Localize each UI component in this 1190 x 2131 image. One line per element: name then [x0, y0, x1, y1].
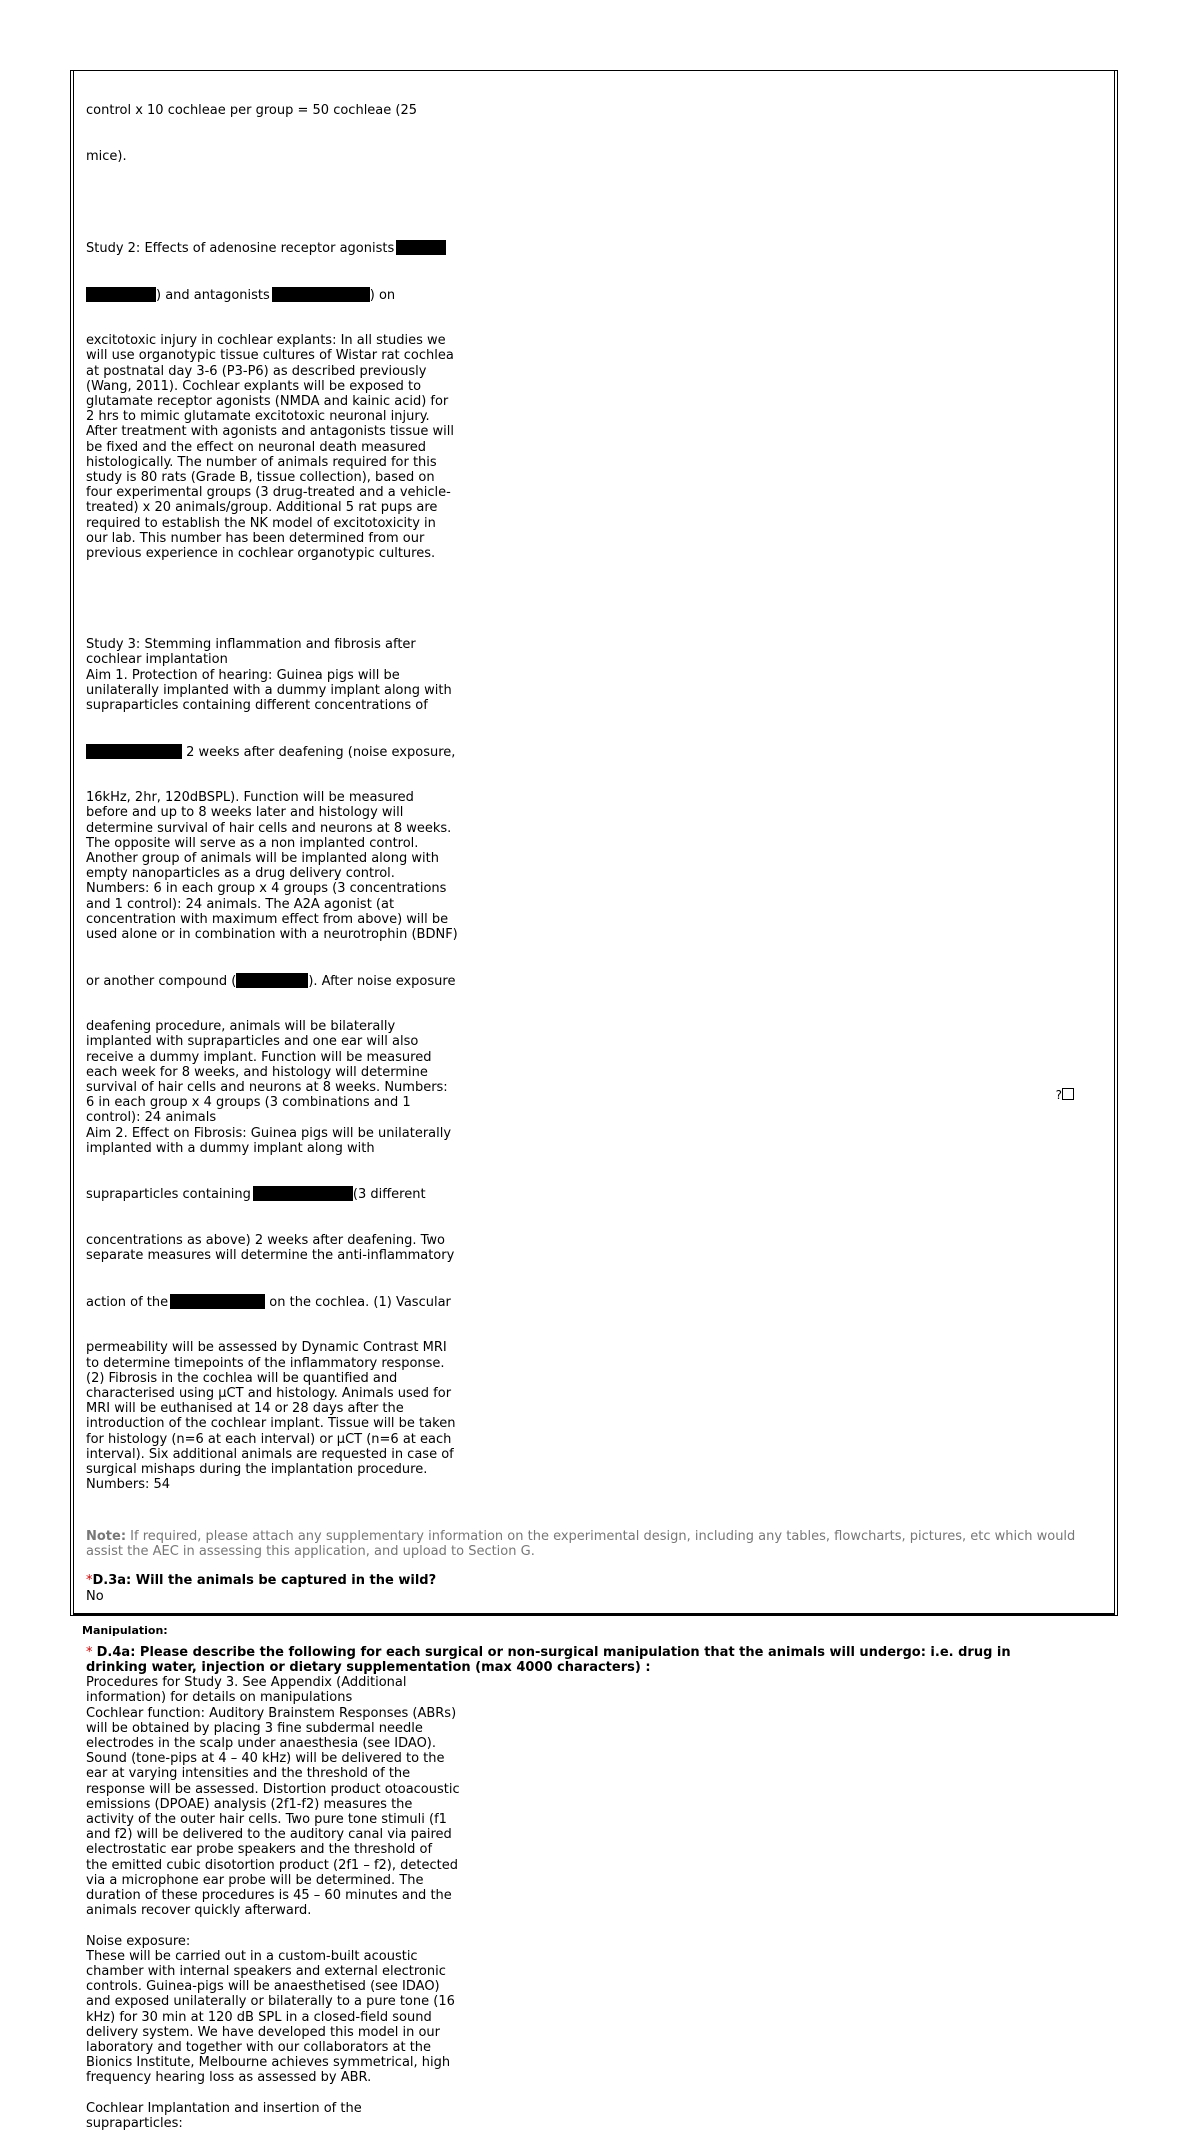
redaction-box [272, 287, 370, 302]
text-line: Another group of animals will be implanted along with [86, 850, 439, 866]
text-line: or another compound ( ). After noise exposure [86, 973, 456, 989]
text-line: information) for details on manipulations [86, 1690, 353, 1706]
text-line: 2 weeks after deafening (noise exposure, [86, 744, 1086, 760]
text-line: After treatment with agonists and antagonists tissue will [86, 424, 454, 440]
text-line: unilaterally implanted with a dummy implant along with [86, 682, 452, 698]
text-line: receive a dummy implant. Function will be measured [86, 1049, 432, 1065]
note-text: Note: If required, please attach any supplementary information on the experimental design, including any tables, flowcharts, pictures, etc which would assist the AEC in assessing this application, and upload to Section G. [86, 1528, 1076, 1560]
answer-d4a [86, 1675, 1086, 2131]
text-line: our lab. This number has been determined from our [86, 530, 425, 546]
text-line: Numbers: 6 in each group x 4 groups (3 concentrations [86, 881, 447, 897]
text-line: Procedures for Study 3. See Appendix (Additional [86, 1675, 407, 1691]
text-line: for histology (n=6 at each interval) or µCT (n=6 at each [86, 1431, 452, 1447]
redaction-box [236, 973, 308, 988]
text-line: electrostatic ear probe speakers and the threshold of [86, 1842, 433, 1858]
text-line: activity of the outer hair cells. Two pure tone stimuli (f1 [86, 1811, 447, 1827]
text-line: Aim 1. Protection of hearing: Guinea pigs will be [86, 667, 400, 683]
text-line: excitotoxic injury in cochlear explants: In all studies we [86, 333, 446, 349]
text-line: implanted with a dummy implant along with [86, 1140, 375, 1156]
text-line: The opposite will serve as a non implanted control. [86, 835, 419, 851]
text-line: used alone or in combination with a neurotrophin (BDNF) [86, 926, 458, 942]
form-content [82, 73, 1086, 2131]
text-line: at postnatal day 3-6 (P3-P6) as described previously [86, 363, 427, 379]
text-line: control x 10 cochleae per group = 50 cochleae (25 [86, 103, 418, 119]
text-line: will be obtained by placing 3 fine subdermal needle [86, 1720, 423, 1736]
text-line: control): 24 animals [86, 1110, 217, 1126]
question-d4a: * D.4a: Please describe the following for each surgical or non-surgical manipulation that the animals will undergo: i.e. drug in drinking water, injection or dietary supplementation (max 4000 characters) : [86, 1644, 1011, 1675]
redaction-box [253, 1186, 353, 1201]
text-line: duration of these procedures is 45 – 60 minutes and the [86, 1887, 452, 1903]
redaction-box [86, 287, 156, 302]
text-line: Noise exposure: [86, 1933, 191, 1949]
text-line: kHz) for 30 min at 120 dB SPL in a closed-field sound [86, 2009, 432, 2025]
text-line: will use organotypic tissue cultures of Wistar rat cochlea [86, 348, 454, 364]
text-line: cochlear implantation [86, 652, 228, 668]
text-line: surgical mishaps during the implantation procedure. [86, 1462, 428, 1478]
text-line: study is 80 rats (Grade B, tissue collection), based on [86, 470, 435, 486]
text-line: laboratory and together with our collaborators at the [86, 2039, 432, 2055]
text-line: MRI will be euthanised at 14 or 28 days after the [86, 1401, 404, 1417]
text-line: concentration with maximum effect from above) will be [86, 911, 449, 927]
text-line: characterised using µCT and histology. Animals used for [86, 1386, 452, 1402]
text-line: (2) Fibrosis in the cochlea will be quantified and [86, 1370, 398, 1386]
text-line: glutamate receptor agonists (NMDA and kainic acid) for [86, 394, 449, 410]
text-line: deafening procedure, animals will be bilaterally [86, 1019, 396, 1035]
text-line: action of the on the cochlea. (1) Vascular [86, 1294, 451, 1310]
text-line: four experimental groups (3 drug-treated and a vehicle- [86, 485, 451, 501]
text-line: chamber with internal speakers and external electronic [86, 1963, 446, 1979]
text-line: concentrations as above) 2 weeks after deafening. Two [86, 1233, 446, 1249]
text-line: and f2) will be delivered to the auditory canal via paired [86, 1827, 452, 1843]
question-d3a: *D.3a: Will the animals be captured in the wild? [86, 1573, 437, 1589]
section-heading-manipulation: Manipulation: [82, 1623, 168, 1637]
text-line: previous experience in cochlear organotypic cultures. [86, 546, 436, 562]
text-line: Numbers: 54 [86, 1477, 171, 1493]
text-line: 2 hrs to mimic glutamate excitotoxic neuronal injury. [86, 409, 430, 425]
text-line: before and up to 8 weeks later and histology will [86, 805, 404, 821]
text-line: introduction of the cochlear implant. Tissue will be taken [86, 1416, 456, 1432]
required-asterisk: * [86, 1644, 97, 1660]
text-line: 16kHz, 2hr, 120dBSPL). Function will be measured [86, 790, 414, 806]
text-line: Cochlear Implantation and insertion of the [86, 2100, 362, 2116]
text-line: via a microphone ear probe will be determined. The [86, 1872, 424, 1888]
text-line: treated) x 20 animals/group. Additional 5 rat pups are [86, 500, 438, 516]
text-line: Study 2: Effects of adenosine receptor agonists [86, 240, 1086, 256]
text-line: ) and antagonists ) on [86, 287, 1086, 303]
text-line: implanted with supraparticles and one ear will also [86, 1034, 419, 1050]
text-line: permeability will be assessed by Dynamic Contrast MRI [86, 1340, 447, 1356]
help-icon[interactable]: ? [1056, 1088, 1074, 1102]
required-asterisk: * [86, 1573, 93, 1589]
text-line: to determine timepoints of the inflammatory response. [86, 1355, 445, 1371]
text-line: These will be carried out in a custom-built acoustic [86, 1948, 418, 1964]
text-line: emissions (DPOAE) analysis (2f1-f2) measures the [86, 1796, 413, 1812]
form-frame [70, 70, 1118, 2131]
redaction-box [396, 240, 446, 255]
text-line: each week for 8 weeks, and histology will determine [86, 1064, 428, 1080]
text-line: response will be assessed. Distortion product otoacoustic [86, 1781, 460, 1797]
text-line: histologically. The number of animals required for this [86, 454, 437, 470]
text-line: interval). Six additional animals are requested in case of [86, 1446, 454, 1462]
text-line: supraparticles containing (3 different [86, 1187, 426, 1203]
help-checkbox-icon [1062, 1088, 1074, 1100]
text-line: Cochlear function: Auditory Brainstem Responses (ABRs) [86, 1705, 457, 1721]
text-line: supraparticles containing different concentrations of [86, 697, 428, 713]
text-line: determine survival of hair cells and neurons at 8 weeks. [86, 820, 452, 836]
redaction-box [170, 1294, 265, 1309]
text-line: delivery system. We have developed this model in our [86, 2024, 440, 2040]
text-line: Sound (tone-pips at 4 – 40 kHz) will be delivered to the [86, 1751, 445, 1767]
text-line: survival of hair cells and neurons at 8 weeks. Numbers: [86, 1080, 448, 1095]
text-line: and 1 control): 24 animals. The A2A agonist (at [86, 896, 395, 912]
text-line: frequency hearing loss as assessed by ABR. [86, 2070, 372, 2086]
text-line [86, 2086, 1086, 2101]
text-line: mice). [86, 149, 127, 165]
answer-d3a: No [86, 1588, 104, 1604]
text-line [86, 1918, 1086, 1933]
study3-block [86, 607, 1086, 1523]
text-line: separate measures will determine the anti-inflammatory [86, 1248, 455, 1264]
text-line: 6 in each group x 4 groups (3 combinations and 1 [86, 1095, 411, 1111]
text-line: (Wang, 2011). Cochlear explants will be exposed to [86, 378, 422, 394]
redaction-box [86, 744, 182, 759]
text-line: the emitted cubic disotortion product (2f1 – f2), detected [86, 1857, 458, 1873]
text-line: Bionics Institute, Melbourne achieves symmetrical, high [86, 2055, 451, 2071]
text-line: required to establish the NK model of excitotoxicity in [86, 515, 436, 531]
text-line: controls. Guinea-pigs will be anaesthetised (see IDAO) [86, 1979, 440, 1995]
text-line: supraparticles: [86, 2116, 183, 2131]
text-line: Aim 2. Effect on Fibrosis: Guinea pigs will be unilaterally [86, 1125, 452, 1141]
text-line: animals recover quickly afterward. [86, 1903, 312, 1919]
text-line: Study 3: Stemming inflammation and fibrosis after [86, 637, 416, 653]
text-line: electrodes in the scalp under anaesthesia (see IDAO). [86, 1735, 437, 1751]
text-line: be fixed and the effect on neuronal death measured [86, 439, 427, 455]
text-block-top [86, 73, 1086, 195]
text-line: ear at varying intensities and the threshold of the [86, 1766, 411, 1782]
text-line: empty nanoparticles as a drug delivery control. [86, 866, 395, 882]
study2-block [86, 210, 1086, 592]
text-line: and exposed unilaterally or bilaterally to a pure tone (16 [86, 1994, 455, 2010]
